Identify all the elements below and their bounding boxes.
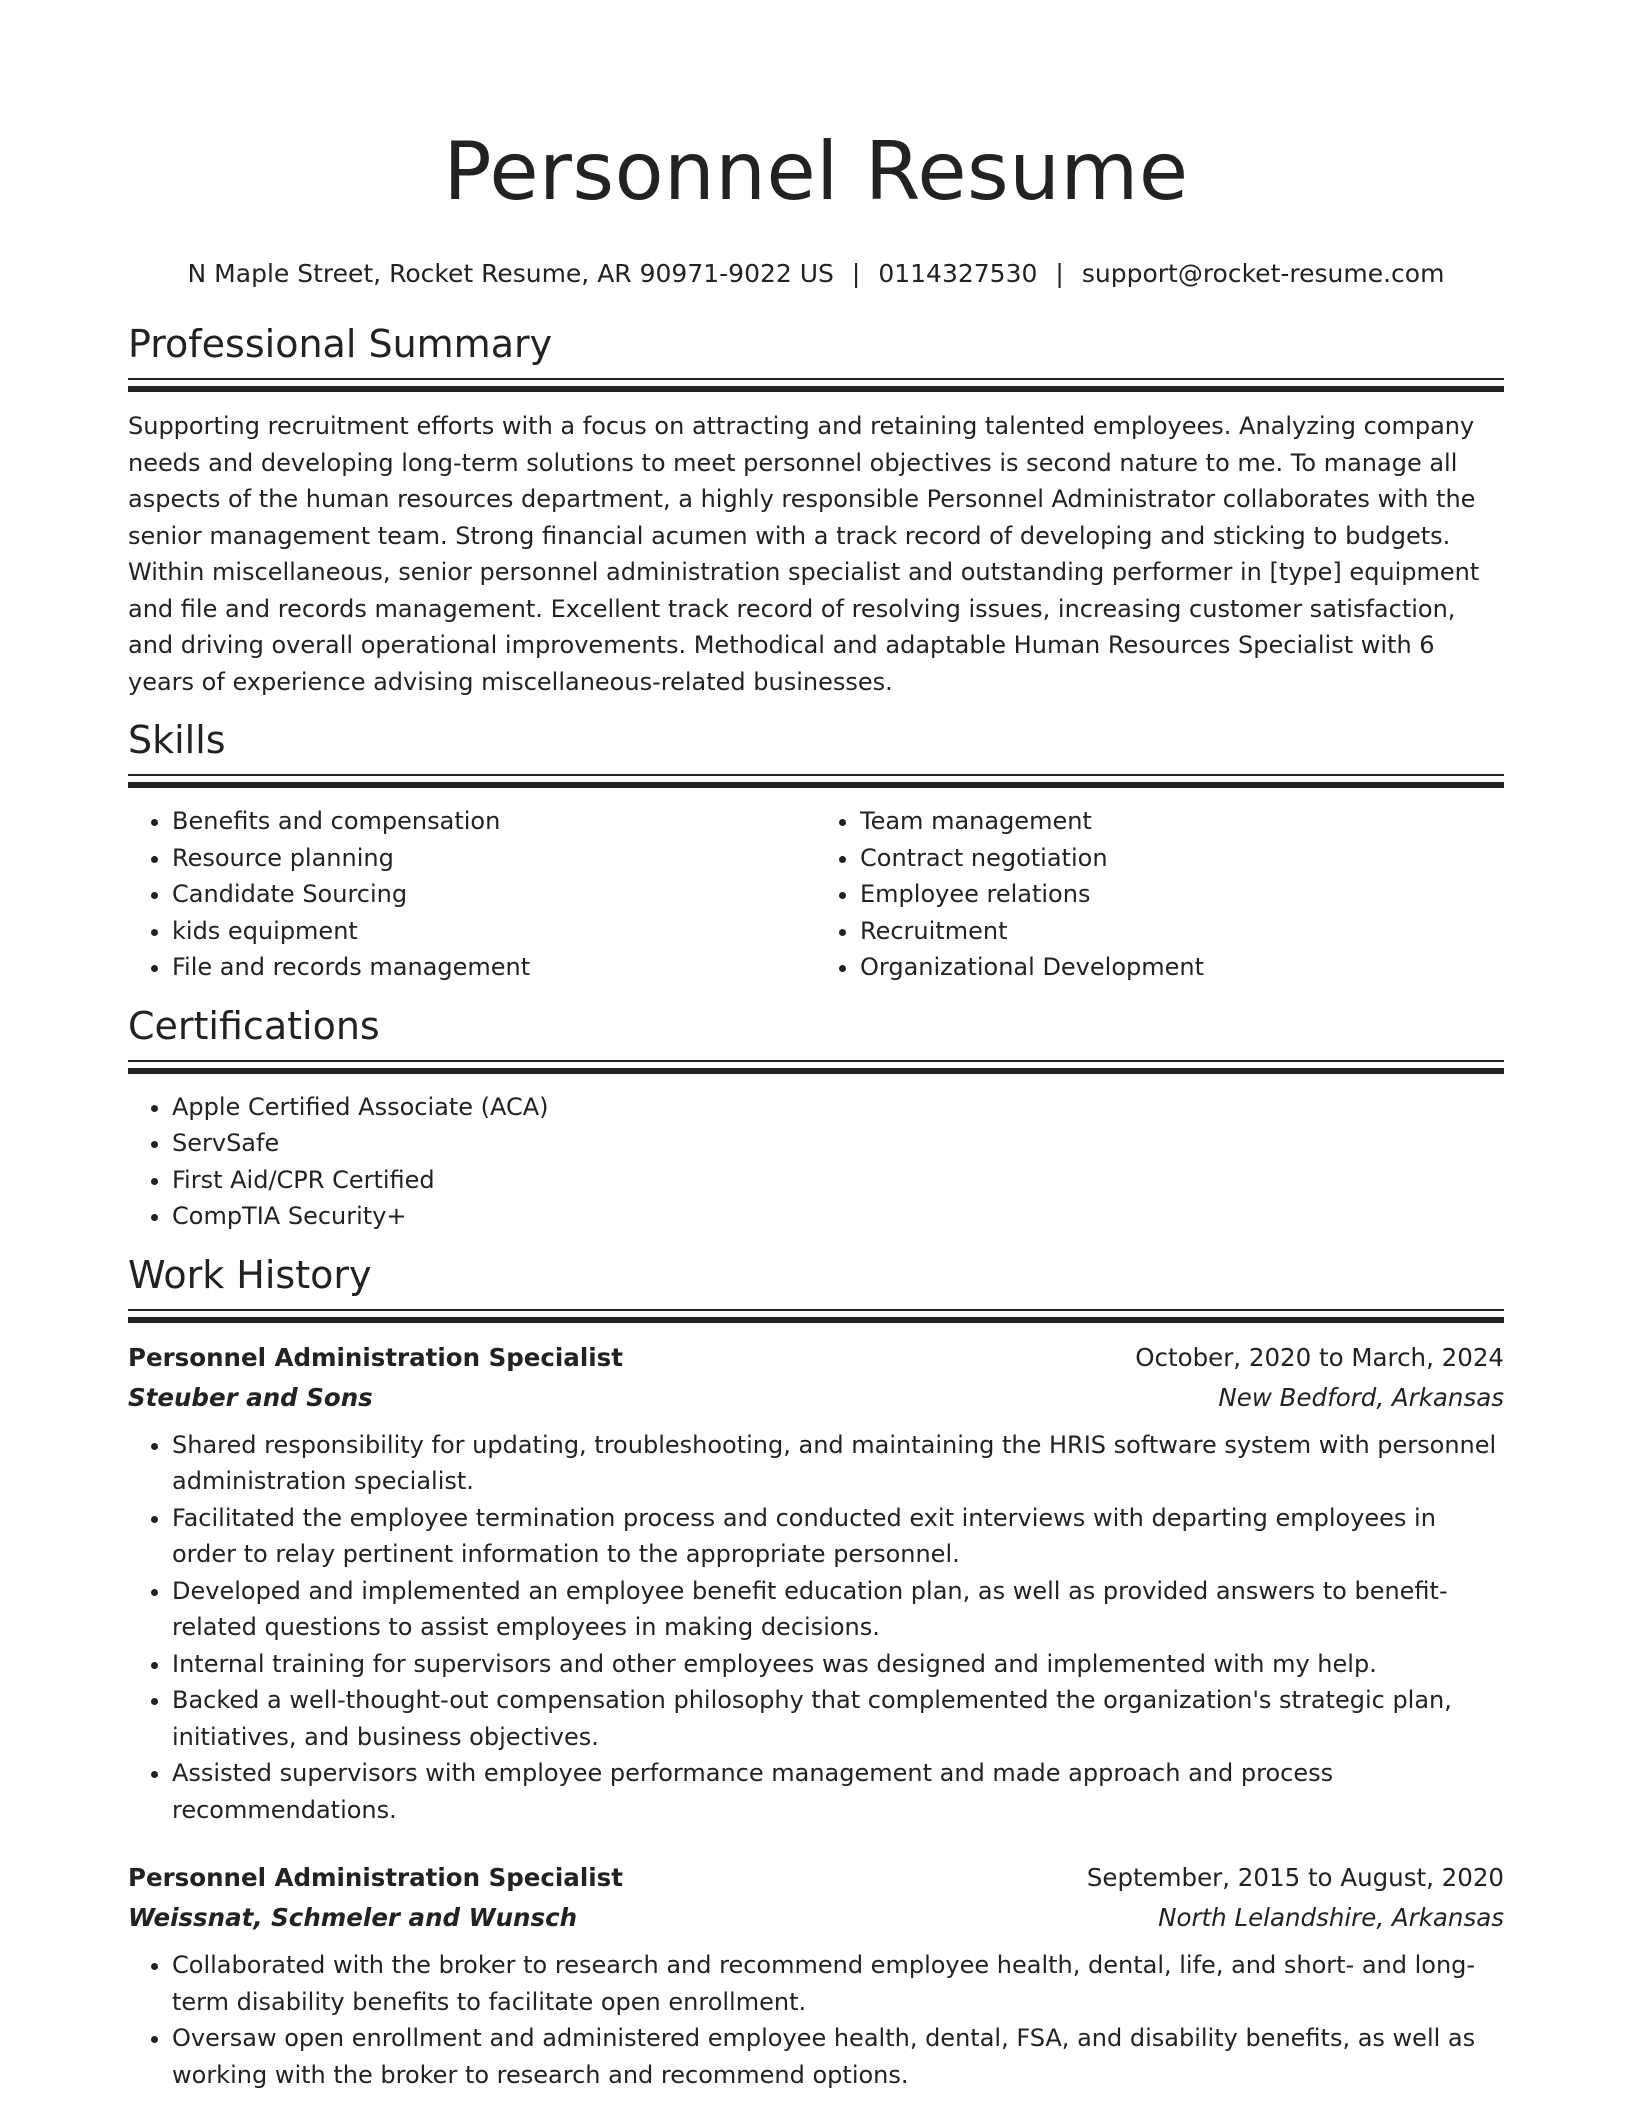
job-title: Personnel Administration Specialist: [128, 1342, 623, 1372]
contact-phone: 0114327530: [878, 259, 1038, 288]
skill-item: • Benefits and compensation: [172, 803, 816, 840]
job-employer: Weissnat, Schmeler and Wunsch: [128, 1903, 578, 1932]
job-responsibilities: [128, 1947, 1504, 2093]
skills-section: [128, 716, 1504, 986]
job-subheader: [128, 1898, 1504, 1938]
job-bullet: • Shared responsibility for updating, troubleshooting, and maintaining the HRIS software system with personnel administration specialist.: [172, 1427, 1504, 1500]
contact-separator: |: [851, 259, 861, 288]
job-entry: [128, 1858, 1504, 2093]
job-subheader: [128, 1378, 1504, 1418]
job-location: North Lelandshire, Arkansas: [1158, 1903, 1504, 1932]
job-header: [128, 1858, 1504, 1898]
certification-item: • CompTIA Security+: [172, 1198, 1504, 1235]
job-title: Personnel Administration Specialist: [128, 1863, 623, 1892]
certification-item: • Apple Certified Associate (ACA): [172, 1089, 1504, 1126]
section-heading: Professional Summary: [128, 322, 553, 366]
skill-item: • File and records management: [172, 949, 816, 986]
job-bullet: • Collaborated with the broker to research and recommend employee health, dental, life, and short- and long-term disability benefits to facilitate open enrollment.: [172, 1947, 1504, 2020]
skills-list-left: [128, 803, 816, 986]
section-heading: Skills: [128, 718, 226, 762]
job-dates: October, 2020 to March, 2024: [1135, 1342, 1504, 1372]
job-location: New Bedford, Arkansas: [1218, 1382, 1504, 1412]
job-header: [128, 1338, 1504, 1378]
job-bullet: • Internal training for supervisors and other employees was designed and implemented with my help.: [172, 1646, 1504, 1683]
job-bullet: • Developed and implemented an employee benefit education plan, as well as provided answers to benefit-related questions to assist employees in making decisions.: [172, 1573, 1504, 1646]
skills-list-right: [816, 803, 1504, 986]
section-heading: Work History: [128, 1252, 372, 1297]
job-bullet: • Oversaw open enrollment and administered employee health, dental, FSA, and disability benefits, as well as working with the broker to research and recommend options.: [172, 2020, 1504, 2093]
certifications-list: [128, 1089, 1504, 1235]
certification-item: • First Aid/CPR Certified: [172, 1162, 1504, 1199]
section-heading: Certifications: [128, 1003, 380, 1048]
contact-line: [128, 256, 1504, 292]
summary-section: [128, 320, 1504, 700]
job-entry: [128, 1338, 1504, 1829]
job-dates: September, 2015 to August, 2020: [1086, 1863, 1504, 1892]
job-responsibilities: [128, 1427, 1504, 1829]
certifications-section: [128, 1002, 1504, 1235]
summary-text: Supporting recruitment efforts with a focus on attracting and retaining talented employees. Analyzing company needs and developing long-term solutions to meet personnel objectives is second nature to me. To manage all aspects of the human resources department, a highly responsible Personnel Administrator collaborates with the senior management team. Strong financial acumen with a track record of developing and sticking to budgets. Within miscellaneous, senior personnel administration specialist and outstanding performer in [type] equipment and file and records management. Excellent track record of resolving issues, increasing customer satisfaction, and driving overall operational improvements. Methodical and adaptable Human Resources Specialist with 6 years of experience advising miscellaneous-related businesses.: [128, 412, 1480, 696]
skill-item: • Organizational Development: [860, 949, 1504, 986]
skill-item: • Resource planning: [172, 840, 816, 877]
job-bullet: • Backed a well-thought-out compensation philosophy that complemented the organization's strategic plan, initiatives, and business objectives.: [172, 1682, 1504, 1755]
section-divider: [128, 378, 1504, 393]
skill-item: • kids equipment: [172, 913, 816, 950]
certification-item: • ServSafe: [172, 1125, 1504, 1162]
skill-item: • Recruitment: [860, 913, 1504, 950]
section-divider: [128, 774, 1504, 789]
section-divider: [128, 1309, 1504, 1324]
skill-item: • Team management: [860, 803, 1504, 840]
section-divider: [128, 1060, 1504, 1075]
contact-address: N Maple Street, Rocket Resume, AR 90971-9022 US: [187, 259, 834, 288]
skill-item: • Employee relations: [860, 876, 1504, 913]
work-history-section: [128, 1251, 1504, 2094]
job-bullet: • Assisted supervisors with employee performance management and made approach and process recommendations.: [172, 1755, 1504, 1828]
skills-columns: [128, 803, 1504, 986]
contact-separator: |: [1055, 259, 1064, 288]
resume-title: Personnel Resume: [443, 125, 1189, 218]
skill-item: • Contract negotiation: [860, 840, 1504, 877]
job-bullet: • Facilitated the employee termination process and conducted exit interviews with departing employees in order to relay pertinent information to the appropriate personnel.: [172, 1500, 1504, 1573]
skill-item: • Candidate Sourcing: [172, 876, 816, 913]
job-employer: Steuber and Sons: [128, 1382, 373, 1412]
contact-email: support@rocket-resume.com: [1081, 259, 1445, 288]
